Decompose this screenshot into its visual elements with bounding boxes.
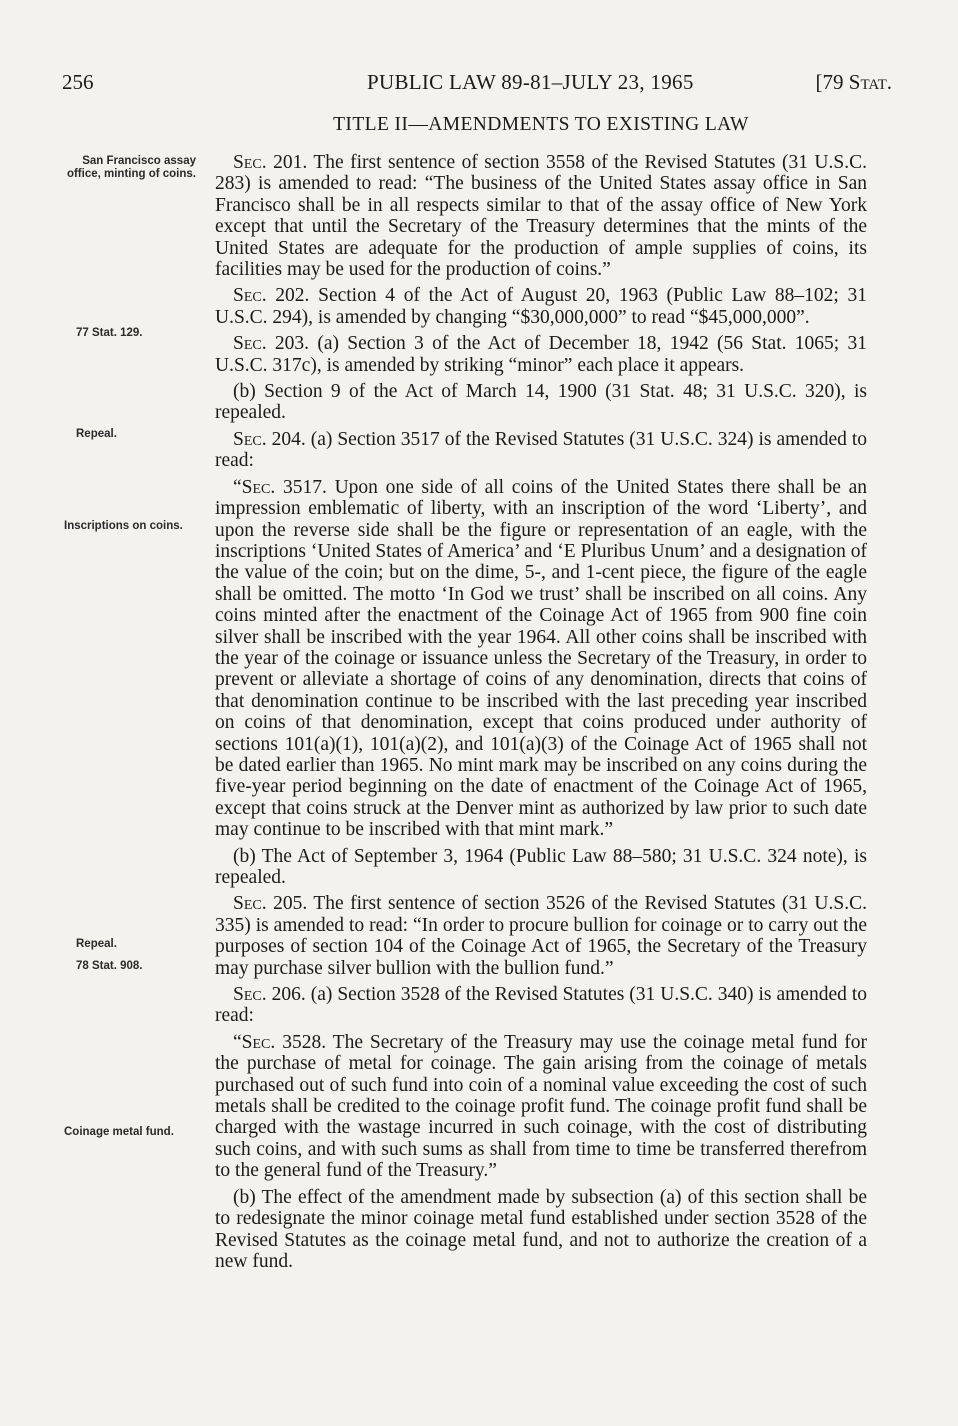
paragraph-text: (a) Section 3528 of the Revised Statutes (31 U.S.C. 340) is amended to read: xyxy=(215,984,868,1027)
paragraph-text: The first sentence of section 3526 of the Revised Statutes (31 U.S.C. 335) is amended to read: “In order to procure bullion for coinage or to carry out the purposes of section 104 of the Coinage Act of 1965, the Secretary of the Treasury may purchase silver bullion with the bullion fund.” xyxy=(215,893,867,979)
paragraph-sec-206a xyxy=(215,984,867,1027)
margin-note-stat-129: 77 Stat. 129. xyxy=(76,327,143,339)
paragraph-sec-203a xyxy=(215,333,867,376)
margin-note-inscriptions: Inscriptions on coins. xyxy=(64,520,183,532)
page-number: 256 xyxy=(62,70,94,94)
body-text xyxy=(215,152,867,1277)
margin-note-repeal-2: Repeal. xyxy=(76,938,117,950)
stat-word: Stat. xyxy=(848,70,892,94)
section-label: Sec. 202. xyxy=(233,285,310,307)
section-label: Sec. 205. xyxy=(233,893,308,915)
page-header xyxy=(62,70,892,100)
running-title: PUBLIC LAW 89-81–JULY 23, 1965 xyxy=(367,70,694,94)
paragraph-sec-203b: (b) Section 9 of the Act of March 14, 1900 (31 Stat. 48; 31 U.S.C. 320), is repealed. xyxy=(215,381,867,424)
paragraph-sec-206b: (b) The effect of the amendment made by subsection (a) of this section shall be to redesignate the minor coinage metal fund established under section 3528 of the Revised Statutes as the coinage metal fund, and not to authorize the creation of a new fund. xyxy=(215,1186,867,1272)
stat-prefix: [79 xyxy=(815,70,849,94)
paragraph-text: (a) Section 3517 of the Revised Statutes (31 U.S.C. 324) is amended to read: xyxy=(215,428,868,472)
paragraph-sec-204a xyxy=(215,429,867,472)
paragraph-text: Upon one side of all coins of the United States there shall be an impression emblematic of liberty, with an inscription of the word ‘Liberty’, and upon the reverse side shall be the figure or representation of an eagle, with the inscriptions ‘United States of America’ and ‘E Pluribus Unum’ and a designation of the value of the coin; but on the dime, 5-, and 1-cent piece, the figure of the eagle shall be omitted. The motto ‘In God we trust’ shall be inscribed on all coins. Any coins minted after the enactment of the Coinage Act of 1965 from 900 fine coin silver shall be inscribed with the year 1964. All other coins shall be inscribed with the year of the coinage or issuance unless the Secretary of the Treasury, in order to prevent or alleviate a shortage of coins of any denomination, directs that coins of that denomination continue to be inscribed with the last preceding year inscribed on coins of that denomination, except that coins produced under authority of sections 101(a)(1), 101(a)(2), and 101(a)(3) of the Coinage Act of 1965 shall not be dated earlier than 1965. No mint mark may be inscribed on any coins during the five-year period beginning on the date of enactment of the Coinage Act of 1965, except that coins struck at the Denver mint as authorized by law prior to such date may continue to be inscribed with that mint mark.” xyxy=(215,476,868,841)
paragraph-sec-3517 xyxy=(215,477,867,841)
margin-note-stat-908: 78 Stat. 908. xyxy=(76,960,143,972)
paragraph-text: (a) Section 3 of the Act of December 18, 1942 (56 Stat. 1065; 31 U.S.C. 317c), is amended by striking “minor” each place it appears. xyxy=(215,333,867,376)
section-label: “Sec. 3517. xyxy=(233,476,327,498)
section-label: Sec. 204. xyxy=(233,428,306,450)
section-label: “Sec. 3528. xyxy=(233,1031,327,1053)
margin-note-repeal: Repeal. xyxy=(76,428,117,440)
paragraph-sec-205 xyxy=(215,893,867,979)
section-title: TITLE II—AMENDMENTS TO EXISTING LAW xyxy=(333,114,749,135)
paragraph-text: The first sentence of section 3558 of the Revised Statutes (31 U.S.C. 283) is amended to read: “The business of the United States assay office in San Francisco shall be in all respects similar to that of the assay office of New York except that until the Secretary of the Treasury determines that the mints of the United States are adequate for the production of ample supplies of coins, its facilities may be used for the production of coins.” xyxy=(215,152,867,281)
margin-note-san-francisco: San Francisco assay office, minting of coins. xyxy=(66,155,196,180)
statute-reference xyxy=(816,70,892,95)
section-label: Sec. 206. xyxy=(233,984,306,1006)
paragraph-text: The Secretary of the Treasury may use the coinage metal fund for the purchase of metal for coinage. The gain arising from the coinage of metals purchased out of such fund into coin of a nominal value exceeding the cost of such metals shall be credited to the coinage profit fund. The coinage profit fund shall be charged with the wastage incurred in such coinage, with the cost of distributing such coins, and with such sums as shall from time to time be transferred therefrom to the general fund of the Treasury.” xyxy=(215,1031,867,1182)
paragraph-sec-202 xyxy=(215,285,867,328)
margin-note-coinage-fund: Coinage metal fund. xyxy=(64,1126,174,1138)
paragraph-text: Section 4 of the Act of August 20, 1963 (Public Law 88–102; 31 U.S.C. 294), is amended by changing “$30,000,000” to read “$45,000,000”. xyxy=(215,285,867,328)
section-label: Sec. 201. xyxy=(233,152,308,173)
section-label: Sec. 203. xyxy=(233,333,310,355)
paragraph-sec-204b: (b) The Act of September 3, 1964 (Public Law 88–580; 31 U.S.C. 324 note), is repealed. xyxy=(215,845,867,888)
paragraph-sec-3528 xyxy=(215,1032,867,1182)
paragraph-sec-201 xyxy=(215,152,867,280)
